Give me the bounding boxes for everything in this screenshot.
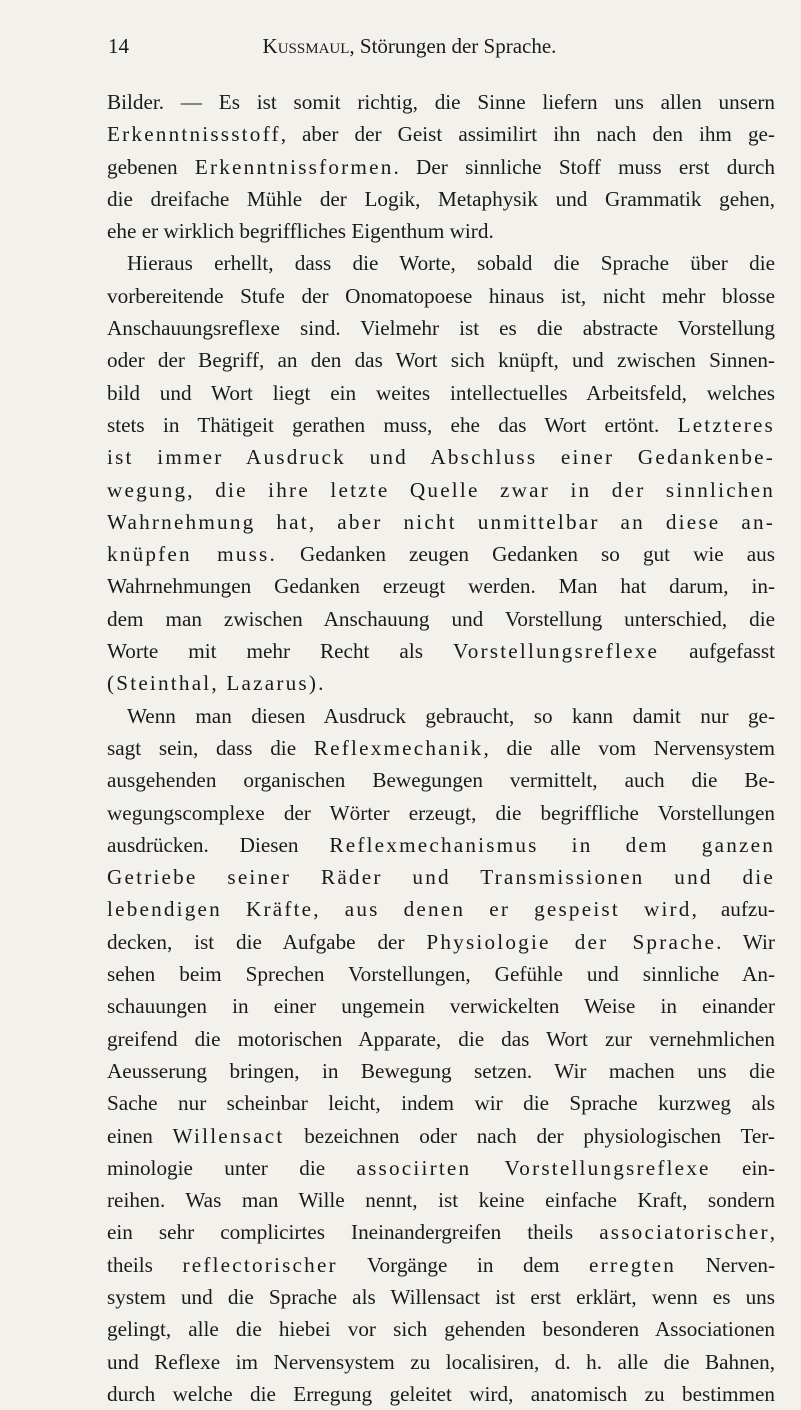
spaced-emphasis: Letzteres xyxy=(677,412,775,437)
text-line xyxy=(107,1313,775,1345)
text-segment: system und die Sprache als Willensact ist erst erklärt, wenn es uns xyxy=(107,1284,775,1309)
text-segment: sagt sein, dass die xyxy=(107,735,314,760)
spaced-emphasis: ist immer Ausdruck und Abschluss einer Gedankenbe- xyxy=(107,445,775,470)
text-segment: gebenen xyxy=(107,154,195,179)
text-segment: , die alle vom Nervensystem xyxy=(483,735,775,760)
spaced-emphasis: Willensact xyxy=(172,1123,285,1148)
text-segment: , aber der Geist assimilirt ihn nach den ihm ge- xyxy=(280,122,775,147)
text-line xyxy=(107,570,775,602)
text-segment: aufzu- xyxy=(699,897,775,922)
text-line xyxy=(107,538,775,570)
text-line xyxy=(107,990,775,1022)
text-line xyxy=(107,474,775,506)
text-segment: minologie unter die xyxy=(107,1155,357,1180)
text-line xyxy=(107,1346,775,1378)
text-segment: . Wir xyxy=(716,929,775,954)
text-segment: bild und Wort liegt ein weites intellectuelles Arbeitsfeld, welches xyxy=(107,380,775,405)
text-segment: ein sehr complicirtes Ineinandergreifen theils xyxy=(107,1220,600,1245)
text-line xyxy=(107,118,775,150)
text-line xyxy=(107,926,775,958)
text-segment: bezeichnen oder nach der physiologischen Ter- xyxy=(284,1123,775,1148)
text-line xyxy=(107,893,775,925)
text-line xyxy=(107,764,775,796)
spaced-emphasis: Vorstellungsreflexe xyxy=(452,639,660,664)
text-segment: Gedanken zeugen Gedanken so gut wie aus xyxy=(276,542,775,567)
spaced-emphasis: Erkenntnissformen xyxy=(194,154,394,179)
spaced-emphasis: Wahrnehmung hat, aber nicht unmittelbar an diese an- xyxy=(107,509,775,534)
text-line xyxy=(107,958,775,990)
text-segment: Sache nur scheinbar leicht, indem wir die Sprache kurzweg als xyxy=(107,1091,775,1116)
text-segment: reihen. Was man Wille nennt, ist keine einfache Kraft, sondern xyxy=(107,1188,775,1213)
body-text xyxy=(107,86,775,1410)
text-segment: Bilder. — Es ist somit richtig, die Sinne liefern uns allen unsern xyxy=(107,90,775,114)
text-segment: oder der Begriff, an den das Wort sich knüpft, und zwischen Sinnen- xyxy=(107,348,775,373)
spaced-emphasis: reflectorischer xyxy=(182,1252,338,1277)
text-segment: wegungscomplexe der Wörter erzeugt, die begriffliche Vorstellungen xyxy=(107,800,775,825)
text-segment: durch welche die Erregung geleitet wird, anatomisch zu bestimmen xyxy=(107,1381,775,1406)
text-line xyxy=(107,635,775,667)
text-segment: stets in Thätigeit gerathen muss, ehe das Wort ertönt. xyxy=(107,412,678,437)
text-line xyxy=(107,1378,775,1410)
text-line xyxy=(107,344,775,376)
spaced-emphasis: wegung, die ihre letzte Quelle zwar in der sinnlichen xyxy=(107,477,775,502)
text-segment: Nerven- xyxy=(676,1252,775,1277)
text-segment: Hieraus erhellt, dass die Worte, sobald die Sprache über die xyxy=(127,251,775,276)
text-line xyxy=(107,377,775,409)
text-segment: ehe er wirklich begriffliches Eigenthum wird. xyxy=(107,219,494,244)
text-segment: greifend die motorischen Apparate, die das Wort zur vernehmlichen xyxy=(107,1026,775,1051)
text-line xyxy=(107,1184,775,1216)
text-segment: vorbereitende Stufe der Onomatopoese hinaus ist, nicht mehr blosse xyxy=(107,283,775,308)
spaced-emphasis: erregten xyxy=(589,1252,677,1277)
text-segment: ein- xyxy=(710,1155,775,1180)
text-segment: aufgefasst xyxy=(659,639,775,664)
text-segment: Wenn man diesen Ausdruck gebraucht, so kann damit nur ge- xyxy=(127,703,775,728)
text-line xyxy=(107,732,775,764)
text-line xyxy=(107,280,775,312)
text-line xyxy=(107,1023,775,1055)
book-title: Störungen der Sprache. xyxy=(359,34,557,58)
text-segment: . Der sinnliche Stoff muss erst durch xyxy=(393,154,775,179)
spaced-emphasis: associirten Vorstellungsreflexe xyxy=(356,1155,711,1180)
text-segment: theils xyxy=(107,1252,183,1277)
text-line xyxy=(107,603,775,635)
text-line xyxy=(107,215,775,247)
running-title xyxy=(88,34,731,59)
text-segment: dem man zwischen Anschauung und Vorstellung unterschied, die xyxy=(107,606,775,631)
spaced-emphasis: lebendigen Kräfte, aus denen er gespeist wird, xyxy=(107,897,700,922)
page-number: 14 xyxy=(108,34,129,58)
text-line xyxy=(107,441,775,473)
text-segment: ausgehenden organischen Bewegungen vermittelt, auch die Be- xyxy=(107,768,775,793)
running-header xyxy=(88,34,731,64)
text-line xyxy=(107,1087,775,1119)
text-line xyxy=(107,797,775,829)
text-line xyxy=(107,409,775,441)
spaced-emphasis: Reflexmechanik xyxy=(313,735,484,760)
text-segment: ausdrücken. Diesen xyxy=(107,832,330,857)
text-line xyxy=(107,829,775,861)
text-line xyxy=(107,1120,775,1152)
text-line xyxy=(107,700,775,732)
spaced-emphasis: Getriebe seiner Räder und Transmissionen und die xyxy=(107,865,775,890)
text-segment: , xyxy=(769,1220,775,1245)
text-line xyxy=(107,86,775,118)
text-line xyxy=(107,247,775,279)
text-segment: und Reflexe im Nervensystem zu localisiren, d. h. alle die Bahnen, xyxy=(107,1349,775,1374)
text-line xyxy=(107,312,775,344)
text-line xyxy=(107,183,775,215)
text-segment: die dreifache Mühle der Logik, Metaphysik und Grammatik gehen, xyxy=(107,186,775,211)
text-segment: einen xyxy=(107,1123,173,1148)
spaced-emphasis: Reflexmechanismus in dem ganzen xyxy=(329,832,775,857)
text-line xyxy=(107,1281,775,1313)
text-segment: Wahrnehmungen Gedanken erzeugt werden. Man hat darum, in- xyxy=(107,574,775,599)
text-line xyxy=(107,151,775,183)
text-segment: decken, ist die Aufgabe der xyxy=(107,929,427,954)
text-segment: Aeusserung bringen, in Bewegung setzen. Wir machen uns die xyxy=(107,1058,775,1083)
text-line xyxy=(107,1152,775,1184)
text-line xyxy=(107,861,775,893)
text-segment: gelingt, alle die hiebei vor sich gehenden besonderen Associationen xyxy=(107,1317,775,1342)
text-line xyxy=(107,667,775,699)
text-segment: sehen beim Sprechen Vorstellungen, Gefühle und sinnliche An- xyxy=(107,962,775,987)
text-segment: Anschauungsreflexe sind. Vielmehr ist es die abstracte Vorstellung xyxy=(107,316,775,341)
spaced-emphasis: (Steinthal, Lazarus). xyxy=(107,671,326,696)
text-line xyxy=(107,1216,775,1248)
spaced-emphasis: knüpfen muss. xyxy=(107,542,277,567)
spaced-emphasis: Physiologie der Sprache xyxy=(426,929,717,954)
author-name: Kussmaul, xyxy=(262,34,355,58)
text-segment: Vorgänge in dem xyxy=(337,1252,590,1277)
text-line xyxy=(107,1055,775,1087)
text-line xyxy=(107,1249,775,1281)
spaced-emphasis: Erkenntnissstoff xyxy=(107,122,281,147)
text-segment: schauungen in einer ungemein verwickelten Weise in einander xyxy=(107,994,775,1019)
text-segment: Worte mit mehr Recht als xyxy=(107,639,453,664)
text-line xyxy=(107,506,775,538)
spaced-emphasis: associatorischer xyxy=(599,1220,770,1245)
